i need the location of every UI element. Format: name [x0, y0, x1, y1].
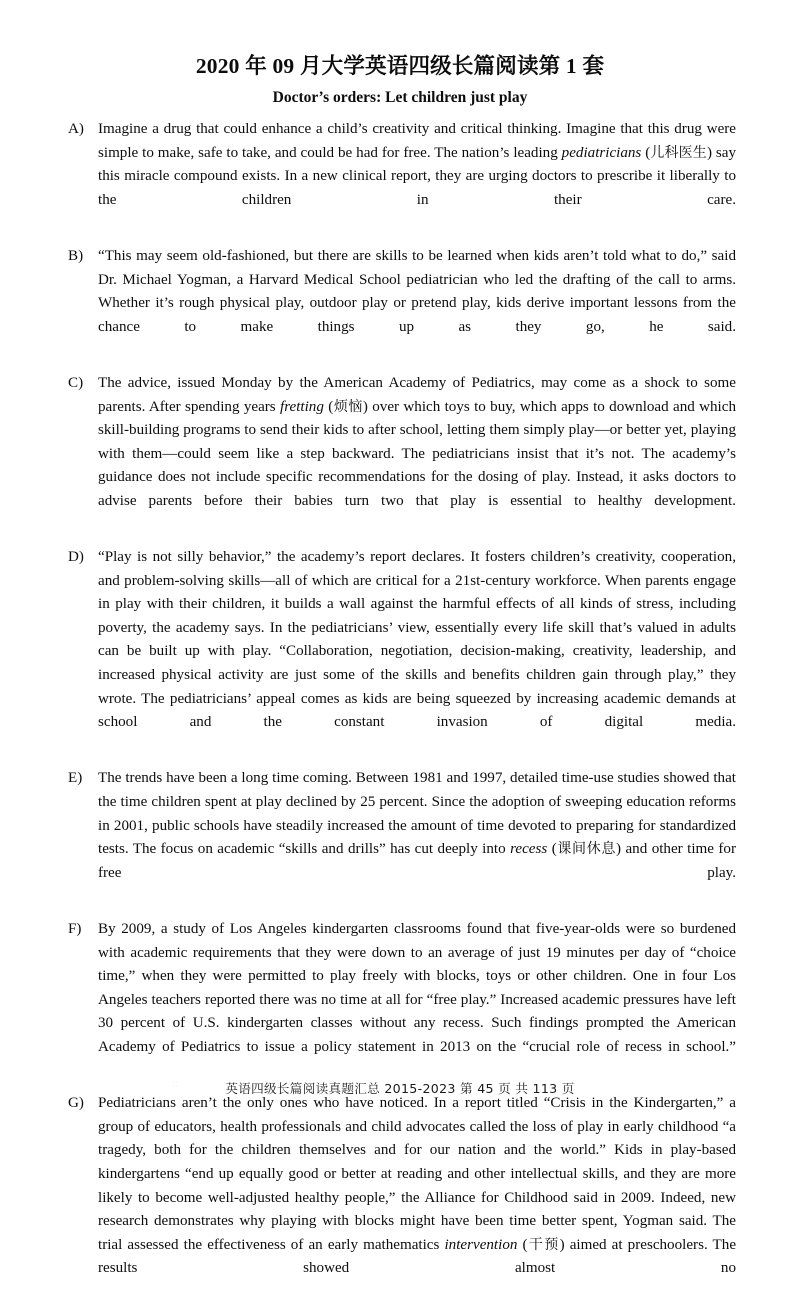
paragraph-label-c: C) [68, 374, 84, 391]
paragraph-label-a: A) [68, 121, 84, 137]
paragraph-text-b: “This may seem old-fashioned, but there are skills to be learned when kids aren’t told what to do,” said Dr. Michael Yogman, a Harvard Medical School pediatrician who led the drafting of the call to arms. Whether it’s rough physical play, outdoor play or pretend play, kids derive important lessons from the chance to make things up as they go, he said. [98, 247, 736, 335]
paragraph-label-g: G) [68, 1095, 84, 1112]
paragraph-text-c: The advice, issued Monday by the American Academy of Pediatrics, may come as a shock to some parents. After spending years fretting (烦恼) over which toys to buy, which apps to download and which skill-building programs to send their kids to after school, letting them simply play—or better yet, playing with them—could seem like a step backward. The pediatricians insist that it’s not. The academy’s guidance does not include specific recommendations for the dosing of play. Instead, it asks doctors to advise parents before their babies turn two that play is essential to healthy development. [98, 374, 736, 509]
paragraph-label-b: B) [68, 247, 84, 264]
article-subtitle: Doctor’s orders: Let children just play [272, 89, 528, 106]
paragraph-a [68, 118, 736, 236]
paragraph-f [68, 918, 736, 1083]
paragraph-b [68, 245, 736, 363]
paragraph-text-e: The trends have been a long time coming. Between 1981 and 1997, detailed time-use studies showed that the time children spent at play declined by 25 percent. Since the adoption of sweeping education reforms in 2001, public schools have steadily increased the amount of time devoted to preparing for standardized tests. The focus on academic “skills and drills” has cut deeply into recess (课间休息) and other time for free play. [98, 770, 736, 881]
paragraph-label-e: E) [68, 770, 83, 787]
paragraph-text-g: Pediatricians aren’t the only ones who have noticed. In a report titled “Crisis in the Kindergarten,” a group of educators, health professionals and child advocates called the loss of play in early childhood “a tragedy, both for the children themselves and for our nation and the world.” Kids in play-based kindergartens “end up equally good or better at reading and other intellectual skills, and they are more likely to become well-adjusted healthy people,” the Alliance for Childhood said in 2009. Indeed, new research demonstrates why playing with blocks might have been time better spent, Yogman said. The trial assessed the effectiveness of an early mathematics intervention (干预) aimed at preschoolers. The results showed almost no [98, 1095, 737, 1277]
paragraph-text-a: Imagine a drug that could enhance a child’s creativity and critical thinking. Imagine that this drug were simple to make, safe to take, and could be had for free. The nation’s leading pediatricians (儿科医生) say this miracle compound exists. In a new clinical report, they are urging doctors to prescribe it liberally to the children in their care. [98, 121, 736, 208]
watermark-mark: :: [172, 1079, 179, 1089]
paragraph-text-f: By 2009, a study of Los Angeles kindergarten classrooms found that five-year-olds were so burdened with academic requirements that they were down to an average of just 19 minutes per day of “choice time,” when they were permitted to play freely with blocks, toys or other children. One in four Los Angeles teachers reported there was no time at all for “free play.” Increased academic pressures have left 30 percent of U.S. kindergarten classes without any recess. Such findings prompted the American Academy of Pediatrics to issue a policy statement in 2013 on the “crucial role of recess in school.” [98, 921, 736, 1055]
paragraph-g [68, 1092, 736, 1304]
paragraph-label-d: D) [68, 549, 84, 566]
paragraph-c [68, 372, 736, 537]
paragraph-e [68, 767, 736, 909]
paragraph-d [68, 546, 736, 758]
paragraph-label-f: F) [68, 921, 82, 937]
article-body [68, 118, 736, 1305]
page-footer: 英语四级长篇阅读真题汇总 2015-2023 第 45 页 共 113 页 [225, 1081, 575, 1096]
page-title: 2020 年 09 月大学英语四级长篇阅读第 1 套 [195, 54, 605, 78]
paragraph-text-d: “Play is not silly behavior,” the academy’s report declares. It fosters children’s creativity, cooperation, and problem-solving skills—all of which are critical for a 21st-century workforce. When parents engage in play with their children, it builds a wall against the harmful effects of all kinds of stress, including poverty, the academy says. In the pediatricians’ view, essentially every life skill that’s valued in adults can be built up with play. “Collaboration, negotiation, decision-making, creativity, leadership, and increased physical activity are just some of the skills and benefits children gain through play,” they wrote. The pediatricians’ appeal comes as kids are being squeezed by increasing academic demands at school and the constant invasion of digital media. [98, 549, 736, 731]
